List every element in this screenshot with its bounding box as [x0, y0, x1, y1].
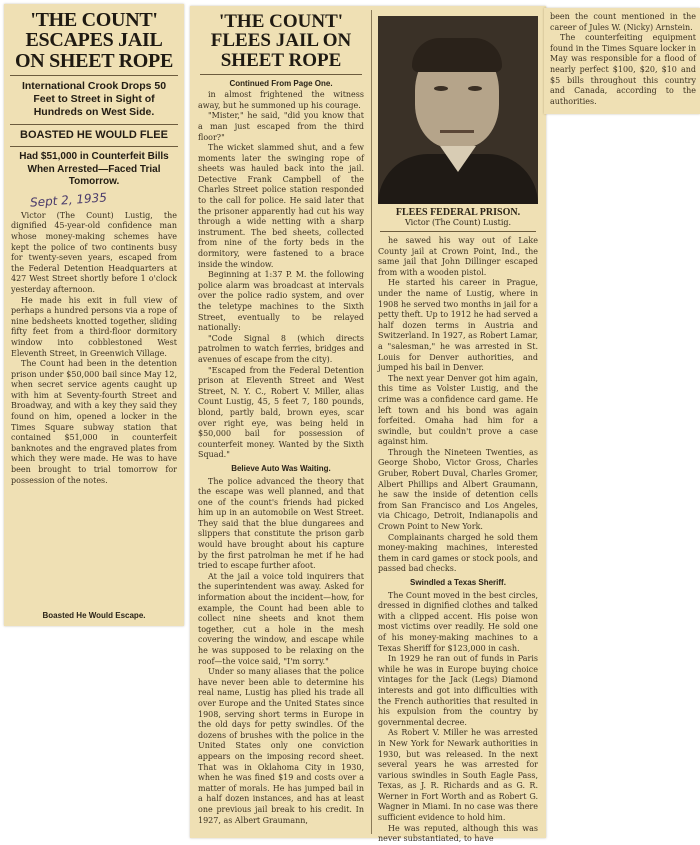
mouth-shape — [440, 130, 474, 133]
main-column-1 — [194, 6, 368, 836]
subhead: Believe Auto Was Waiting. — [231, 463, 331, 473]
paragraph: Through the Nineteen Twenties, as George Shobo, Victor Gross, Charles Gruber, Robert Duval, Charles Gromer, Albert Phillips and Albert Graumann, he saw the inside of detention cells from San Francisco and Los Angeles, via Chicago, Detroit, Indianapolis and Crown Point to New York. — [378, 447, 538, 532]
paragraph: "Code Signal 8 (which directs patrolmen to watch ferries, bridges and avenues of escape from the city). — [198, 333, 364, 364]
paragraph: He was reputed, although this was never substantiated, to have — [378, 823, 538, 844]
divider — [380, 231, 536, 232]
left-subhead: Boasted He Would Escape. — [42, 611, 146, 620]
left-deck-3: Had $51,000 in Counterfeit Bills When Arrested—Faced Trial Tomorrow. — [19, 151, 169, 188]
divider — [10, 146, 178, 147]
paragraph: Complainants charged he sold them money-making machines, interested them in card games or stock pools, and passed bad checks. — [378, 532, 538, 574]
divider — [10, 75, 178, 76]
right-article-body — [550, 12, 696, 107]
main-col2-body — [378, 236, 538, 845]
main-col1-body — [198, 90, 364, 826]
left-article-body — [11, 211, 177, 486]
paragraph: As Robert V. Miller he was arrested in New York for Newark authorities in 1930, but was released. In the next several years he was arrested for various swindles in South Eagle Pass, Texas, as J. R. Richards and as G. R. Werner in Fort Worth and as Robert G. Wagner in Miami. In no case was there sufficient evidence to hold him. — [378, 728, 538, 823]
eye-right — [468, 86, 482, 91]
paragraph: been the count mentioned in the career of Jules W. (Nicky) Arnstein. — [550, 12, 696, 32]
main-headline: 'THE COUNT' FLEES JAIL ON SHEET ROPE — [210, 11, 352, 71]
left-clipping — [4, 4, 184, 626]
paragraph: He started his career in Prague, under the name of Lustig, where in 1908 he served two months in jail for a petty theft. Up to 1912 he had served a half dozen terms in Austria and Switzerland. In 1927, as Robert Lamar, a "salesman," he was arrested in St. Louis for Denver authorities, and jumped his bail in Denver. — [378, 278, 538, 373]
paragraph: In 1929 he ran out of funds in Paris while he was in Europe buying choice vintages for the Jack (Legs) Diamond interests and got into difficulties with the French authorities that resulted in his expulsion from the country by governmental decree. — [378, 654, 538, 727]
paragraph: The next year Denver got him again, this time as Volster Lustig, and the crime was a confidence card game. He left town and his bond was again forfeited. Omaha had him for a swindle, but couldn't prove a case against him. — [378, 373, 538, 447]
portrait-photo — [378, 16, 538, 204]
divider — [200, 74, 362, 75]
paragraph: He made his exit in full view of perhaps a hundred persons via a rope of nine bedsheets knotted together, sliding fifty feet from a third-floor dormitory window into cobblestoned West Eleventh Street, in Greenwich Village. — [11, 295, 177, 358]
eye-left — [434, 86, 448, 91]
paragraph: The Count had been in the detention prison under $50,000 bail since May 12, when secret service agents caught up with him at Seventy-fourth Street and Broadway, and with a key they said they found on him, opened a locker in the Times Square subway station that contained $51,000 in counterfeit banknotes and the engraved plates from which they were made. He was to have been brought to trial tomorrow for possession of the notes. — [11, 359, 177, 485]
hair-shape — [412, 38, 502, 72]
paragraph: The police advanced the theory that the escape was well planned, and that one of the count's friends had picked him up in an automobile on West Street. They said that the blue dungarees and slippers that constitute the prison garb would have brought about his capture by the first patrolman he met if he had tried to escape further afoot. — [198, 476, 364, 571]
paragraph: At the jail a voice told inquirers that the superintendent was away. Asked for information about the incident—how, for example, the Count had been able to collect nine sheets and knot them together, cut a hole in the mesh covering the window, and escape while he was supposed to be relaxing on the roof—the voice said, "I'm sorry." — [198, 571, 364, 666]
main-column-2 — [374, 6, 542, 844]
paragraph: The Count moved in the best circles, dressed in dignified clothes and talked with a clipped accent. His poise won most victims over readily. He sold one of his money-making machines to a Texas Sheriff for $123,000 in cash. — [378, 590, 538, 653]
right-clipping — [544, 8, 700, 114]
column-rule — [371, 10, 372, 834]
handwritten-date: Sept 2, 1935 — [29, 190, 108, 210]
subhead: Swindled a Texas Sheriff. — [410, 578, 506, 587]
continued-line: Continued From Page One. — [229, 79, 333, 89]
main-clipping — [190, 6, 546, 844]
paragraph: The wicket slammed shut, and a few moments later the swinging rope of sheets was hauled back into the jail. Detective Frank Campbell of the Charles Street police station responded to the call for police. He said later that the prisoner apparently had cut his way through a wide netting with a sharp instrument. The bed sheets, collected from nine of the forty beds in the dormitory, were fastened to a brace inside the window. — [198, 143, 364, 269]
photo-caption-sub: Victor (The Count) Lustig. — [404, 218, 512, 227]
paragraph: Under so many aliases that the police have never been able to determine his real name, Lustig has plied his trade all over Europe and the United States since 1908, serving short terms in Europe in the old days for petty swindles. Of the dozens of brushes with the police in the United States only one conviction appears on the imposing record sheet. That was in Oklahoma City in 1930, when he was fined $19 and costs over a matter of morals. He has jumped bail in a half dozen instances, and has at least one previous jail break to his credit. In 1927, as Albert Graumann, — [198, 667, 364, 825]
left-deck-2: BOASTED HE WOULD FLEE — [20, 128, 168, 141]
paragraph: "Mister," he said, "did you know that a man just escaped from the third floor?" — [198, 111, 364, 142]
paragraph: The counterfeiting equipment found in the Times Square locker in May was responsible for a flood of nearly perfect $100, $20, $10 and $5 bills throughout this country and Canada, according to the authorities. — [550, 33, 696, 106]
paragraph: Victor (The Count) Lustig, the dignified 45-year-old confidence man whose money-making schemes have kept the police of two continents busy for twenty-seven years, escaped from the Federal Detention Headquarters at 427 West Street shortly before 1 o'clock yesterday afternoon. — [11, 210, 177, 294]
paragraph: "Escaped from the Federal Detention prison at Eleventh Street and West Street, N. Y. C., Robert V. Miller, alias Count Lustig, 45, 5 feet 7, 180 pounds, blond, partly bald, brown eyes, scar over right eye, was being held in $50,000 bail for possession of counterfeit money. Wanted by the Sixth Squad." — [198, 365, 364, 460]
left-headline: 'THE COUNT' ESCAPES JAIL ON SHEET ROPE — [15, 9, 173, 72]
divider — [10, 124, 178, 125]
paragraph: Beginning at 1:37 P. M. the following police alarm was broadcast at intervals over the police radio system, and over the teletype machines to the Sixth Street, eventually to be relayed nationally: — [198, 270, 364, 333]
paragraph: he sawed his way out of Lake County jail at Crown Point, Ind., the same jail that John Dillinger escaped from with a wooden pistol. — [378, 236, 538, 277]
left-deck-1: International Crook Drops 50 Feet to Street in Sight of Hundreds on West Side. — [21, 80, 167, 119]
paragraph: in almost frightened the witness away, but he summoned up his courage. — [198, 90, 364, 110]
photo-caption-title: FLEES FEDERAL PRISON. — [395, 207, 521, 218]
